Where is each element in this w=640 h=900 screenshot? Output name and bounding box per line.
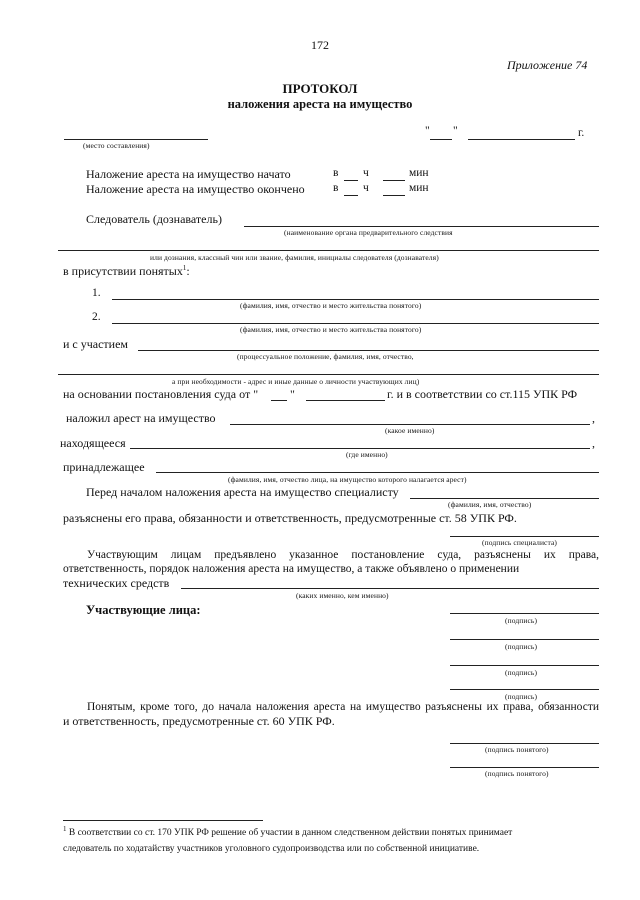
specialist-rights: разъяснены его права, обязанности и ответственность, предусмотренные ст. 58 УПК РФ. (63, 511, 517, 525)
start-hours-unit: ч (363, 167, 369, 179)
footnote-mark: 1 (63, 824, 67, 833)
seized-caption: (какое именно) (385, 426, 435, 435)
date-day-field[interactable] (430, 139, 452, 140)
participant-signature-caption-2: (подпись) (505, 642, 538, 651)
participant-signature-3[interactable] (450, 665, 599, 666)
participant-signature-2[interactable] (450, 639, 599, 640)
court-date-day-field[interactable] (271, 400, 287, 401)
tech-label: технических средств (63, 576, 170, 590)
tech-field[interactable] (181, 588, 599, 589)
participant-signature-caption-1: (подпись) (505, 616, 538, 625)
start-time-label: Наложение ареста на имущество начато (86, 167, 291, 181)
end-hours-unit: ч (363, 182, 369, 194)
located-label: находящееся (60, 436, 126, 450)
witness-rights-paragraph: Понятым, кроме того, до начала наложения ареста на имущество разъяснены их права, обязанности (87, 701, 599, 713)
witnesses-label: в присутствии понятых$^1$: (63, 264, 190, 278)
seized-label: наложил арест на имущество (66, 411, 216, 425)
court-date-field[interactable] (306, 400, 385, 401)
footnote-separator (63, 820, 263, 821)
specialist-text: Перед началом наложения ареста на имущество специалисту (86, 485, 399, 499)
footnote-ref: 1 (182, 264, 187, 272)
participation-caption-2: а при необходимости - адрес и иные данные о личности участвующих лиц) (172, 377, 420, 386)
witness-1-number: 1. (92, 287, 101, 299)
year-suffix: г. (578, 127, 585, 139)
owner-label: принадлежащее (63, 460, 145, 474)
basis-suffix: г. и в соответствии со ст.115 УПК РФ (387, 387, 578, 401)
participant-signature-caption-3: (подпись) (505, 668, 538, 677)
seized-comma: , (592, 411, 595, 425)
date-quote-open: " (425, 125, 430, 137)
participation-label: и с участием (63, 337, 129, 351)
located-field[interactable] (130, 448, 590, 449)
start-minutes-unit: мин (409, 167, 429, 179)
end-hours-field[interactable] (344, 195, 358, 196)
place-field[interactable] (64, 139, 208, 140)
located-comma: , (592, 436, 595, 450)
end-minutes-unit: мин (409, 182, 429, 194)
footnote-line-2: следователь по ходатайству участников уголовного судопроизводства или по собственной инициативе. (63, 844, 480, 854)
start-in: в (333, 167, 339, 179)
witness-1-caption: (фамилия, имя, отчество и место жительства понятого) (240, 301, 422, 310)
owner-caption: (фамилия, имя, отчество лица, на имущество которого налагается арест) (228, 475, 467, 484)
witness-signature-caption-1: (подпись понятого) (485, 745, 549, 754)
end-time-label: Наложение ареста на имущество окончено (86, 182, 305, 196)
specialist-signature-field[interactable] (450, 536, 599, 537)
basis-mid: " (290, 387, 295, 401)
investigator-caption-1: (наименование органа предварительного следствия (284, 228, 453, 237)
participants-label: Участвующие лица: (86, 603, 201, 617)
located-caption: (где именно) (346, 450, 388, 459)
seized-field[interactable] (230, 424, 590, 425)
witness-1-field[interactable] (112, 299, 599, 300)
participant-signature-caption-4: (подпись) (505, 692, 538, 701)
owner-field[interactable] (156, 472, 599, 473)
witness-signature-1[interactable] (450, 743, 599, 744)
appendix-label: Приложение 74 (507, 58, 588, 72)
specialist-name-field[interactable] (410, 498, 599, 499)
document-title: ПРОТОКОЛ (282, 81, 358, 96)
witness-signature-caption-2: (подпись понятого) (485, 769, 549, 778)
participant-signature-1[interactable] (450, 613, 599, 614)
end-in: в (333, 182, 339, 194)
specialist-caption: (фамилия, имя, отчество) (448, 500, 532, 509)
investigator-field-2[interactable] (58, 250, 599, 251)
end-minutes-field[interactable] (383, 195, 405, 196)
document-subtitle: наложения ареста на имущество (227, 97, 413, 111)
participant-signature-4[interactable] (450, 689, 599, 690)
date-quote-close: " (453, 125, 458, 137)
participation-field[interactable] (138, 350, 599, 351)
participation-field-2[interactable] (58, 374, 599, 375)
participation-caption-1: (процессуальное положение, фамилия, имя, отчество, (237, 352, 414, 361)
investigator-label: Следователь (дознаватель) (86, 212, 222, 226)
announce-paragraph: Участвующим лицам предъявлено указанное постановление суда, разъяснены их права, ответственность, порядок наложения ареста на имущество, а также объявлено о применении (63, 549, 599, 575)
tech-caption: (каких именно, кем именно) (296, 591, 389, 600)
start-minutes-field[interactable] (383, 180, 405, 181)
witness-2-number: 2. (92, 311, 101, 323)
witness-2-field[interactable] (112, 323, 599, 324)
footnote-line-1: $^1$ В соответствии со ст. 170 УПК РФ решение об участии в данном следственном действии понятых принимает (63, 824, 513, 838)
basis-prefix: на основании постановления суда от " (63, 387, 259, 401)
investigator-field[interactable] (244, 226, 599, 227)
page-number: 172 (311, 38, 329, 52)
witness-2-caption: (фамилия, имя, отчество и место жительства понятого) (240, 325, 422, 334)
start-hours-field[interactable] (344, 180, 358, 181)
witness-signature-2[interactable] (450, 767, 599, 768)
place-caption: (место составления) (83, 141, 150, 150)
specialist-signature-caption: (подпись специалиста) (482, 538, 557, 547)
witness-rights-last: и ответственность, предусмотренные ст. 60 УПК РФ. (63, 714, 335, 728)
investigator-caption-2: или дознания, классный чин или звание, фамилия, инициалы следователя (дознавателя) (150, 253, 439, 262)
date-month-year-field[interactable] (468, 139, 575, 140)
